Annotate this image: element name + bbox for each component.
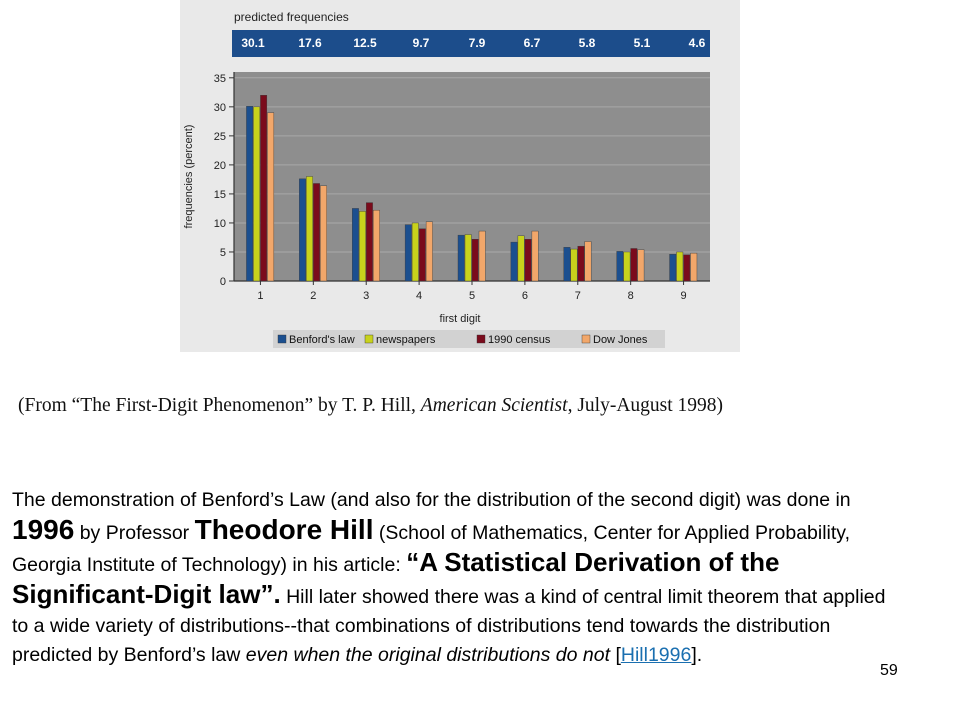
bar-newspapers-1 — [253, 107, 259, 281]
y-tick-label-25: 25 — [213, 130, 226, 143]
legend-label-2: newspapers — [376, 334, 436, 346]
x-tick-label-3: 3 — [363, 290, 370, 302]
body-paragraph — [12, 486, 892, 670]
bar-benford-s-law-6 — [511, 242, 517, 281]
y-tick-label-0: 0 — [219, 276, 226, 288]
x-tick-label-4: 4 — [416, 290, 423, 302]
y-tick-label-20: 20 — [213, 159, 226, 172]
x-tick-label-8: 8 — [627, 290, 634, 302]
bar-dow-jones-9 — [691, 253, 697, 281]
body-text-2: by Professor — [74, 522, 195, 544]
bar-benford-s-law-1 — [246, 106, 252, 281]
caption-prefix: (From “The First-Digit Phenomenon” by T. P. Hill, — [18, 395, 421, 416]
y-tick-label-15: 15 — [213, 188, 226, 201]
bar-newspapers-2 — [306, 177, 312, 282]
predicted-value-5: 7.9 — [468, 36, 486, 50]
bar-newspapers-7 — [571, 249, 577, 281]
predicted-value-2: 17.6 — [298, 36, 322, 50]
y-tick-label-35: 35 — [213, 72, 226, 85]
bar-dow-jones-2 — [320, 186, 326, 281]
predicted-value-4: 9.7 — [412, 36, 430, 50]
predicted-value-9: 4.6 — [688, 36, 706, 50]
bar-1990-census-1 — [260, 95, 266, 281]
x-tick-label-6: 6 — [521, 290, 528, 302]
bar-newspapers-4 — [412, 223, 418, 281]
y-axis-label: frequencies (percent) — [183, 124, 195, 229]
body-text-1: The demonstration of Benford’s Law (and also for the distribution of the second digit) was done in — [12, 489, 851, 511]
bar-benford-s-law-7 — [564, 247, 570, 281]
bar-dow-jones-5 — [479, 231, 485, 281]
body-emphasis: even when the original distributions do not — [245, 644, 611, 666]
predicted-value-3: 12.5 — [353, 36, 377, 50]
bar-newspapers-8 — [624, 252, 630, 281]
y-tick-label-30: 30 — [213, 101, 226, 114]
body-year: 1996 — [12, 514, 75, 545]
legend-swatch-3 — [477, 335, 485, 343]
bar-dow-jones-8 — [638, 250, 644, 281]
bar-dow-jones-7 — [585, 242, 591, 281]
legend-label-4: Dow Jones — [593, 334, 648, 346]
y-tick-label-5: 5 — [219, 246, 226, 259]
bar-1990-census-4 — [419, 229, 425, 281]
bar-benford-s-law-8 — [617, 251, 623, 281]
x-tick-label-5: 5 — [468, 290, 476, 302]
predicted-value-7: 5.8 — [578, 36, 596, 50]
y-tick-label-10: 10 — [213, 217, 226, 230]
bar-1990-census-3 — [366, 203, 372, 281]
predicted-value-1: 30.1 — [241, 36, 265, 50]
body-article-title: “A Statistical Derivation of the Significant-Digit law”. — [12, 547, 780, 609]
reference-link[interactable]: Hill1996 — [620, 644, 692, 666]
x-tick-label-2: 2 — [310, 290, 317, 302]
bar-1990-census-9 — [684, 255, 690, 281]
legend-label-1: Benford's law — [289, 334, 355, 346]
bar-dow-jones-4 — [426, 222, 432, 281]
x-tick-label-9: 9 — [680, 290, 687, 302]
bar-1990-census-8 — [631, 248, 637, 281]
bar-dow-jones-6 — [532, 231, 538, 281]
caption-suffix: , July-August 1998) — [567, 395, 724, 416]
benford-figure — [180, 0, 740, 352]
x-tick-label-7: 7 — [574, 290, 581, 302]
bar-benford-s-law-2 — [299, 179, 305, 281]
body-text-4: Hill later showed there was a kind of central limit theorem that applied to a wide variety of distributions--that combinations of distributions tend towards the distribution predicted by Benford’s law — [12, 586, 886, 666]
bar-dow-jones-3 — [373, 210, 379, 281]
bar-benford-s-law-4 — [405, 225, 411, 281]
chart-area — [180, 0, 740, 352]
predicted-value-6: 6.7 — [523, 36, 541, 50]
caption-journal: American Scientist — [420, 395, 568, 416]
figure-caption — [18, 390, 950, 421]
legend-label-3: 1990 census — [488, 334, 551, 346]
body-text-3: (School of Mathematics, Center for Applied Probability, Georgia Institute of Technology) in his article: — [12, 522, 851, 576]
bar-benford-s-law-9 — [670, 254, 676, 281]
x-tick-label-1: 1 — [257, 290, 264, 302]
x-axis-label: first digit — [439, 313, 481, 325]
bar-1990-census-2 — [313, 183, 319, 281]
legend-swatch-4 — [582, 335, 590, 343]
bar-newspapers-5 — [465, 235, 471, 281]
body-text-6: ]. — [691, 644, 703, 666]
bar-newspapers-9 — [677, 252, 683, 281]
bar-1990-census-5 — [472, 239, 478, 281]
body-author-name: Theodore Hill — [194, 514, 374, 545]
predicted-frequencies-label: predicted frequencies — [234, 10, 349, 24]
bar-1990-census-7 — [578, 246, 584, 281]
bar-dow-jones-1 — [267, 113, 273, 281]
bar-benford-s-law-3 — [352, 208, 358, 281]
bar-newspapers-3 — [359, 211, 365, 281]
legend-swatch-1 — [278, 335, 286, 343]
page-number: 59 — [880, 662, 898, 679]
predicted-value-8: 5.1 — [633, 36, 651, 50]
bar-newspapers-6 — [518, 236, 524, 281]
legend-swatch-2 — [365, 335, 373, 343]
body-text-5: [ — [610, 644, 621, 666]
bar-benford-s-law-5 — [458, 235, 464, 281]
bar-1990-census-6 — [525, 239, 531, 281]
